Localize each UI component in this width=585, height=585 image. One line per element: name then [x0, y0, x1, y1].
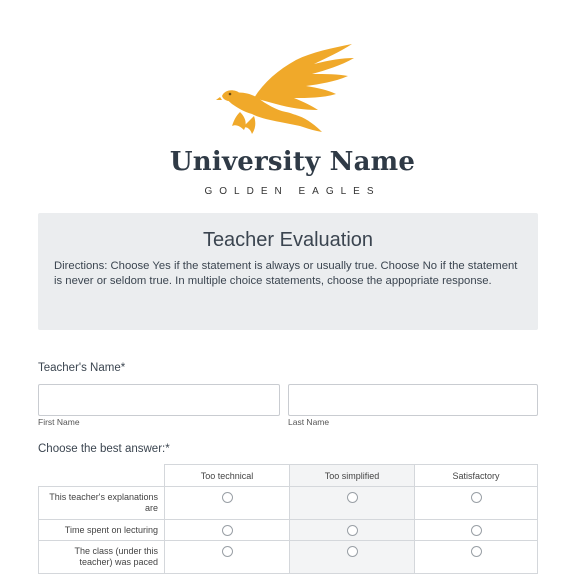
- radio-pacing-too-technical[interactable]: [222, 546, 233, 557]
- radio-pacing-satisfactory[interactable]: [471, 546, 482, 557]
- radio-pacing-too-simplified[interactable]: [347, 546, 358, 557]
- matrix-cell: [415, 541, 538, 574]
- radio-lecturing-too-technical[interactable]: [222, 525, 233, 536]
- university-name: University Name: [169, 147, 416, 177]
- column-header-satisfactory: Satisfactory: [415, 465, 538, 487]
- matrix-cell: [290, 541, 415, 574]
- radio-lecturing-too-simplified[interactable]: [347, 525, 358, 536]
- column-header-too-technical: Too technical: [165, 465, 290, 487]
- matrix-corner: [39, 465, 165, 487]
- matrix-cell: [415, 520, 538, 541]
- radio-explanations-too-simplified[interactable]: [347, 492, 358, 503]
- matrix-row: [39, 487, 538, 520]
- required-mark: *: [165, 443, 170, 455]
- matrix-cell: [165, 541, 290, 574]
- matrix-cell: [290, 520, 415, 541]
- evaluation-matrix: [38, 464, 538, 574]
- teacher-name-label: [38, 362, 125, 374]
- teacher-name-label-text: Teacher's Name: [38, 362, 121, 374]
- radio-explanations-satisfactory[interactable]: [471, 492, 482, 503]
- row-label-pacing: The class (under this teacher) was paced: [39, 541, 165, 574]
- matrix-row: [39, 520, 538, 541]
- required-mark: *: [120, 362, 126, 374]
- matrix-label: [38, 443, 170, 455]
- last-name-input[interactable]: [288, 384, 538, 416]
- form-directions: Directions: Choose Yes if the statement is always or usually true. Choose No if the statement is never or seldom true. In multiple choice statements, choose the appopriate response.: [54, 260, 518, 287]
- radio-lecturing-satisfactory[interactable]: [471, 525, 482, 536]
- first-name-label: First Name: [38, 417, 80, 427]
- first-name-input[interactable]: [38, 384, 280, 416]
- radio-explanations-too-technical[interactable]: [222, 492, 233, 503]
- row-label-explanations: This teacher's explanations are: [39, 487, 165, 520]
- form-title: Teacher Evaluation: [202, 229, 374, 251]
- matrix-row: [39, 541, 538, 574]
- golden-eagle-icon: [214, 42, 364, 142]
- row-label-lecturing: Time spent on lecturing: [39, 520, 165, 541]
- university-subtitle: GOLDEN EAGLES: [204, 186, 381, 197]
- form-header: [38, 213, 538, 330]
- last-name-label: Last Name: [288, 417, 330, 427]
- matrix-cell: [165, 520, 290, 541]
- matrix-cell: [165, 487, 290, 520]
- matrix-cell: [415, 487, 538, 520]
- matrix-cell: [290, 487, 415, 520]
- matrix-label-text: Choose the best answer:: [38, 443, 166, 455]
- column-header-too-simplified: Too simplified: [290, 465, 415, 487]
